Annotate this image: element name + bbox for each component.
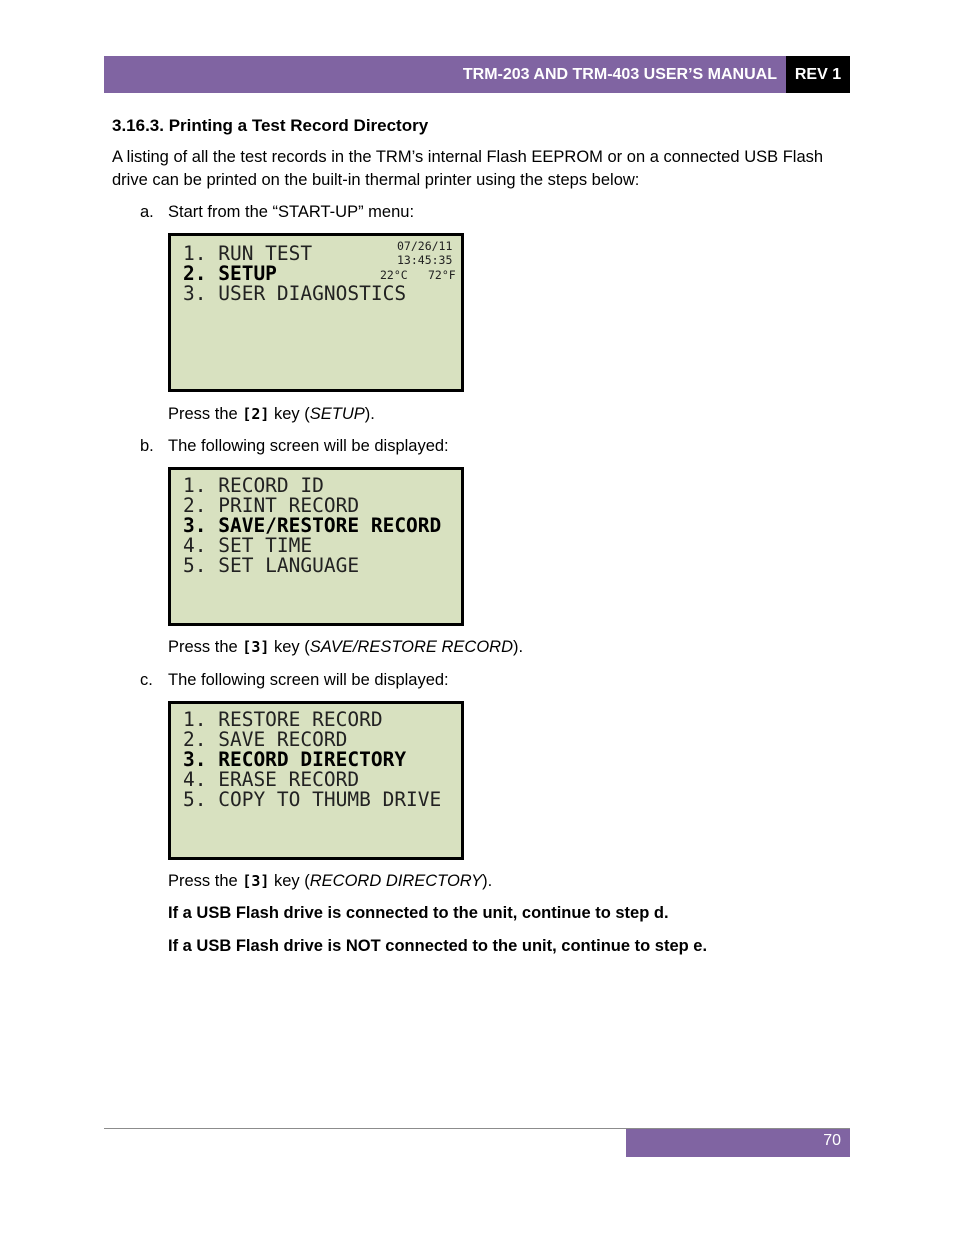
step-c xyxy=(140,670,449,690)
step-letter: a. xyxy=(140,203,154,221)
header-bar xyxy=(104,56,786,93)
key-label: [3] xyxy=(242,872,270,890)
step-b xyxy=(140,436,449,456)
lcd-line: 5. COPY TO THUMB DRIVE xyxy=(183,788,442,811)
press-suffix: ). xyxy=(364,405,375,423)
footer-bar xyxy=(626,1129,850,1157)
revision-badge: REV 1 xyxy=(786,56,850,93)
press-instruction xyxy=(168,637,523,657)
press-instruction xyxy=(168,871,492,891)
lcd-line: 1. RUN TEST xyxy=(183,242,313,265)
key-label: [3] xyxy=(242,638,270,656)
press-middle: key ( xyxy=(269,638,310,656)
manual-title: TRM-203 AND TRM-403 USER’S MANUAL xyxy=(462,66,777,83)
press-prefix: Press the xyxy=(168,638,243,656)
step-a xyxy=(140,202,414,222)
lcd-line: 2. SAVE RECORD xyxy=(183,728,348,751)
press-prefix: Press the xyxy=(168,872,243,890)
step-text: The following screen will be displayed: xyxy=(168,671,449,689)
lcd-line: 3. USER DIAGNOSTICS xyxy=(183,282,407,305)
lcd-line-highlighted: 2. SETUP xyxy=(183,262,277,285)
press-suffix: ). xyxy=(512,638,524,656)
lcd-line-highlighted: 3. RECORD DIRECTORY xyxy=(183,748,407,771)
step-letter: c. xyxy=(140,671,153,689)
menu-name: RECORD DIRECTORY xyxy=(309,872,483,890)
lcd-temp-f: 72°F xyxy=(428,268,456,282)
lcd-screen-save-restore xyxy=(168,701,464,860)
step-text: The following screen will be displayed: xyxy=(168,437,449,455)
lcd-screen-setup xyxy=(168,467,464,626)
section-title: 3.16.3. Printing a Test Record Directory xyxy=(112,116,429,135)
lcd-temp-c: 22°C xyxy=(380,268,408,282)
intro-paragraph: A listing of all the test records in the TRM’s internal Flash EEPROM or on a connected USB Flash drive can be printed on the built-in thermal printer using the steps below: xyxy=(112,148,824,189)
press-prefix: Press the xyxy=(168,405,243,423)
lcd-time: 13:45:35 xyxy=(397,253,453,267)
lcd-screen-startup xyxy=(168,233,464,392)
usb-connected-note: If a USB Flash drive is connected to the unit, continue to step d. xyxy=(168,904,669,922)
lcd-line-highlighted: 3. SAVE/RESTORE RECORD xyxy=(183,514,442,537)
lcd-line: 4. ERASE RECORD xyxy=(183,768,360,791)
lcd-line: 5. SET LANGUAGE xyxy=(183,554,360,577)
usb-not-connected-note: If a USB Flash drive is NOT connected to the unit, continue to step e. xyxy=(168,937,708,955)
lcd-line: 4. SET TIME xyxy=(183,534,313,557)
step-text: Start from the “START-UP” menu: xyxy=(168,203,415,221)
menu-name: SETUP xyxy=(309,405,365,423)
press-suffix: ). xyxy=(482,872,493,890)
press-middle: key ( xyxy=(269,405,310,423)
lcd-date: 07/26/11 xyxy=(397,239,453,253)
menu-name: SAVE/RESTORE RECORD xyxy=(309,638,513,656)
press-middle: key ( xyxy=(269,872,310,890)
page-number: 70 xyxy=(823,1132,841,1149)
step-letter: b. xyxy=(140,437,154,455)
key-label: [2] xyxy=(242,405,270,423)
lcd-line: 1. RESTORE RECORD xyxy=(183,708,383,731)
lcd-line: 2. PRINT RECORD xyxy=(183,494,360,517)
lcd-line: 1. RECORD ID xyxy=(183,474,324,497)
press-instruction xyxy=(168,404,375,424)
